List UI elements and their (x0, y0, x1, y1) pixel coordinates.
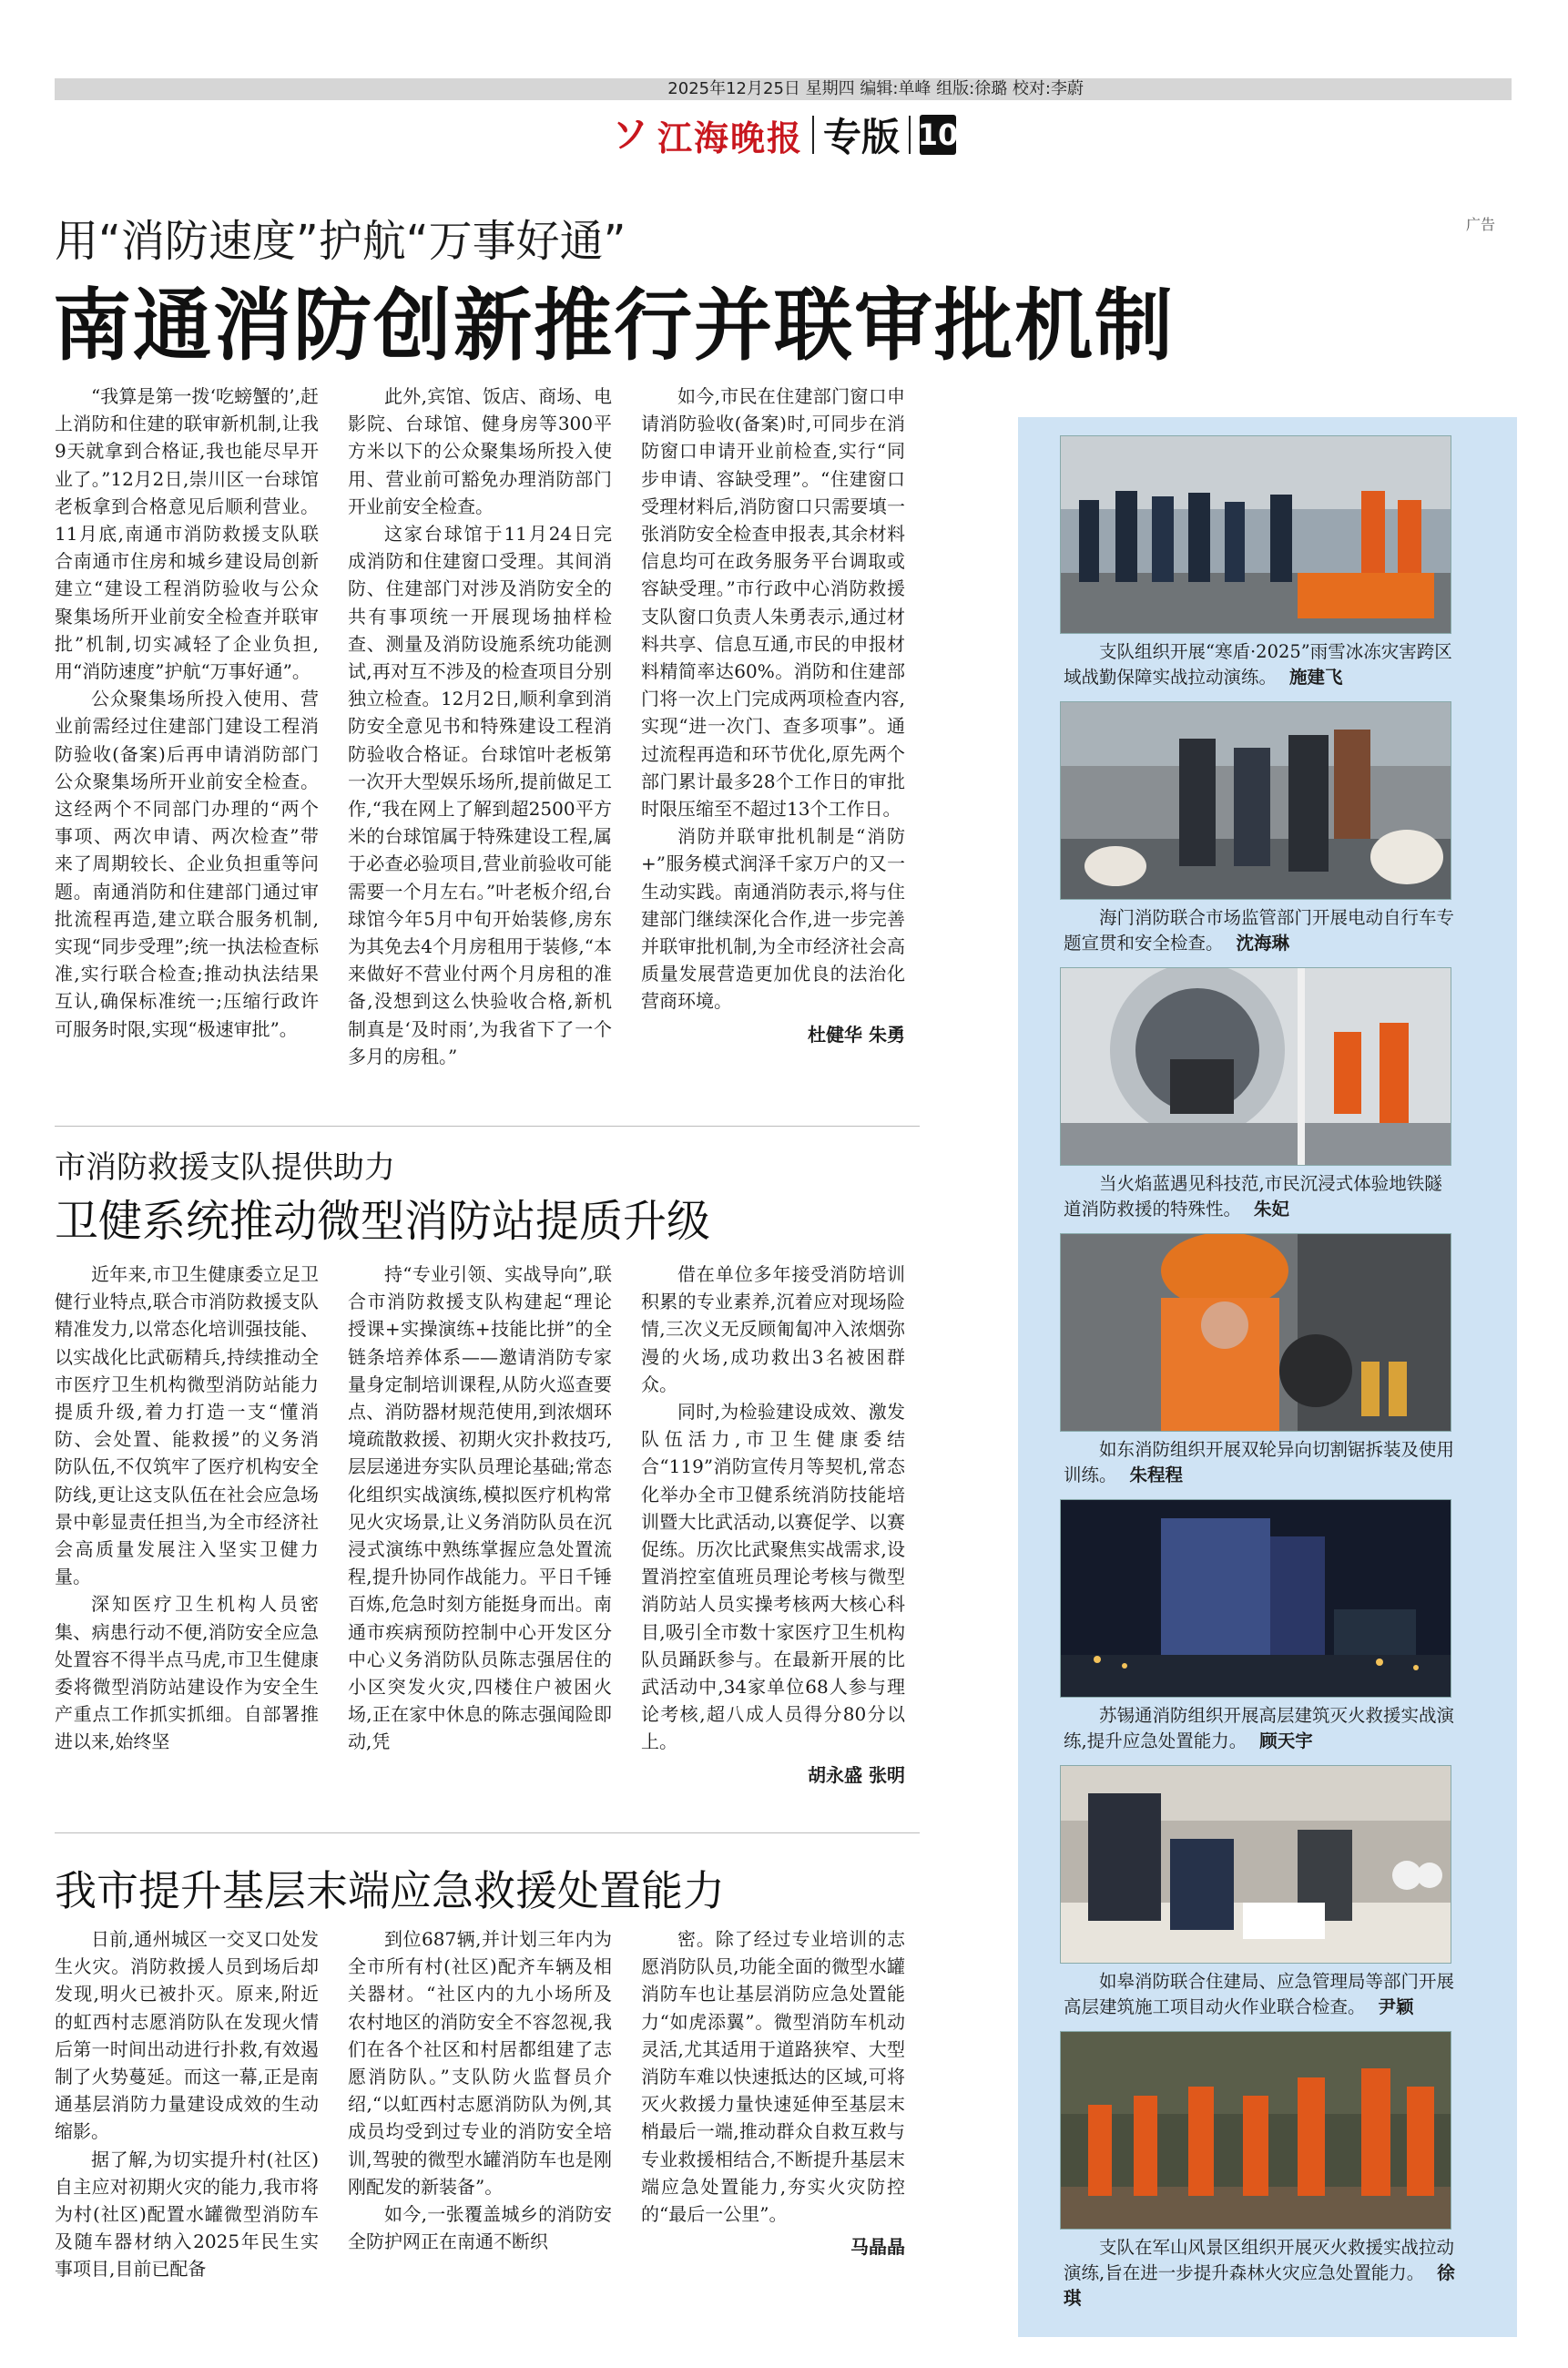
section-name: 专版 (823, 115, 901, 159)
paragraph: 持“专业引领、实战导向”,联合市消防救援支队构建起“理论授课+实操演练+技能比拼”的全链条培养体系——邀请消防专家量身定制培训课程,从防火巡查要点、消防器材规范使用,到浓烟环境疏散救援、初期火灾扑救技巧,层层递进夯实队员理论基础;常态化组织实战演练,模拟医疗机构常见火灾场景,让义务消防队员在沉浸式演练中熟练掌握应急处置流程,提升协同作战能力。平日千锤百炼,危急时刻方能挺身而出。南通市疾病预防控制中心开发区分中心义务消防队员陈志强居住的小区突发火灾,四楼住户被困火场,正在家中休息的陈志强闻险即动,凭 (348, 1263, 612, 1753)
story3-column-1 (55, 1925, 319, 2283)
dateline: 2025年12月25日 星期四 编辑:单峰 组版:徐璐 校对:李蔚 (667, 79, 1084, 98)
story2-byline: 胡永盛 张明 (808, 1763, 905, 1786)
paragraph: 如今,一张覆盖城乡的消防安全防护网正在南通不断织 (348, 2203, 612, 2253)
caption-text: 当火焰蓝遇见科技范,市民沉浸式体验地铁隧道消防救援的特殊性。 (1064, 1173, 1442, 1220)
page-number: 10 (920, 115, 956, 155)
newspaper-logo-icon: ソ (611, 114, 648, 156)
story1-column-3 (641, 383, 905, 1048)
paragraph: 日前,通州城区一交叉口处发生火灾。消防救援人员到场后却发现,明火已被扑灭。原来,附近的虹西村志愿消防队在发现火情后第一时间出动进行扑救,有效遏制了火势蔓延。而这一幕,正是南通基层消防力量建设成效的生动缩影。 (55, 1928, 319, 2143)
story2-column-3 (641, 1261, 905, 1789)
caption-text: 苏锡通消防组织开展高层建筑灭火救援实战演练,提升应急处置能力。 (1064, 1705, 1455, 1751)
paragraph: 这家台球馆于11月24日完成消防和住建窗口受理。其间消防、住建部门对涉及消防安全的共有事项统一开展现场抽样检查、测量及消防设施系统功能测试,再对互不涉及的检查项目分别独立检查。12月2日,顺利拿到消防安全意见书和特殊建设工程消防验收合格证。台球馆叶老板第一次开大型娱乐场所,提前做足工作,“我在网上了解到超2500平方米的台球馆属于特殊建设工程,属于必查必验项目,营业前验收可能需要一个月左右。”叶老板介绍,台球馆今年5月中旬开始装修,房东为其免去4个月房租用于装修,“本来做好不营业付两个月房租的准备,没想到这么快验收合格,新机制真是‘及时雨’,为我省下了一个多月的房租。” (348, 523, 612, 1067)
story1-column-2 (348, 383, 612, 1070)
photo-forest-drill (1060, 2031, 1451, 2230)
story2-headline: 卫健系统推动微型消防站提质升级 (55, 1196, 711, 1247)
photo-saw-training (1060, 1233, 1451, 1432)
paragraph: 同时,为检验建设成效、激发队伍活力,市卫生健康委结合“119”消防宣传月等契机,常态化举办全市卫健系统消防技能培训暨大比武活动,以赛促学、以赛促练。历次比武聚焦实战需求,设置消控室值班员理论考核与微型消防站人员实操考核两大核心科目,吸引全市数十家医疗卫生机构队员踊跃参与。在最新开展的比武活动中,34家单位68人参与理论考核,超八成人员得分80分以上。 (641, 1401, 905, 1753)
paragraph: “我算是第一拨‘吃螃蟹的’,赶上消防和住建的联审新机制,让我9天就拿到合格证,我也能尽早开业了。”12月2日,崇川区一台球馆老板拿到合格意见后顺利营业。11月底,南通市消防救援支队联合南通市住房和城乡建设局创新建立“建设工程消防验收与公众聚集场所开业前安全检查并联审批”机制,切实减轻了企业负担,用“消防速度”护航“万事好通”。 (55, 385, 319, 683)
story2-kicker: 市消防救援支队提供助力 (55, 1149, 395, 1186)
story2-column-2 (348, 1261, 612, 1756)
paragraph: 借在单位多年接受消防培训积累的专业素养,沉着应对现场险情,三次义无反顾匍匐冲入浓烟弥漫的火场,成功救出3名被困群众。 (641, 1263, 905, 1395)
story1-headline: 南通消防创新推行并联审批机制 (53, 281, 1175, 372)
caption-text: 如皋消防联合住建局、应急管理局等部门开展高层建筑施工项目动火作业联合检查。 (1064, 1971, 1455, 2017)
photo-panel (1018, 417, 1517, 2337)
paragraph: 如今,市民在住建部门窗口申请消防验收(备案)时,可同步在消防窗口申请开业前检查,实行“同步申请、容缺受理”。“住建窗口受理材料后,消防窗口只需要填一张消防安全检查申报表,其余材料信息均可在政务服务平台调取或容缺受理。”市行政中心消防救援支队窗口负责人朱勇表示,通过材料共享、信息互通,市民的申报材料精简率达60%。消防和住建部门将一次上门完成两项检查内容,实现“进一次门、查多项事”。通过流程再造和环节优化,原先两个部门累计最多28个工作日的审批时限压缩至不超过13个工作日。 (641, 385, 905, 821)
paragraph: 消防并联审批机制是“消防+”服务模式润泽千家万户的又一生动实践。南通消防表示,将与住建部门继续深化合作,进一步完善并联审批机制,为全市经济社会高质量发展营造更加优良的法治化营商环境。 (641, 825, 905, 1013)
paragraph: 近年来,市卫生健康委立足卫健行业特点,联合市消防救援支队精准发力,以常态化培训强技能、以实战化比武砺精兵,持续推动全市医疗卫生机构微型消防站能力提质升级,着力打造一支“懂消防、会处置、能救援”的义务消防队伍,不仅筑牢了医疗机构安全防线,更让这支队伍在社会应急场景中彰显责任担当,为全市经济社会高质量发展注入坚实卫健力量。 (55, 1263, 319, 1588)
masthead-divider (812, 116, 814, 154)
story3-byline: 马晶晶 (850, 2236, 905, 2259)
story1-column-1 (55, 383, 319, 1043)
ad-label: 广告 (1466, 216, 1496, 233)
photo-joint-inspection (1060, 1765, 1451, 1964)
photo-ebike-inspection (1060, 701, 1451, 900)
caption-text: 支队在军山风景区组织开展灭火救援实战拉动演练,旨在进一步提升森林火灾应急处置能力。 (1064, 2237, 1455, 2283)
story-divider (55, 1126, 920, 1127)
photo-caption (1064, 2235, 1455, 2312)
masthead-divider (909, 116, 911, 154)
photo-caption (1064, 1171, 1455, 1222)
caption-text: 支队组织开展“寒盾·2025”雨雪冰冻灾害跨区域战勤保障实战拉动演练。 (1064, 641, 1452, 688)
masthead (0, 107, 1568, 157)
photo-credit: 沈海琳 (1236, 933, 1290, 954)
paragraph: 公众聚集场所投入使用、营业前需经过住建部门建设工程消防验收(备案)后再申请消防部门公众聚集场所开业前安全检查。这经两个不同部门办理的“两个事项、两次申请、两次检查”带来了周期较长、企业负担重等问题。南通消防和住建部门通过审批流程再造,建立联合服务机制,实现“同步受理”;统一执法检查标准,实行联合检查;推动执法结果互认,确保标准统一;压缩行政许可服务时限,实现“极速审批”。 (55, 688, 319, 1040)
header-bar (55, 78, 1512, 100)
photo-credit: 顾天宇 (1259, 1730, 1313, 1751)
paragraph: 密。除了经过专业培训的志愿消防队员,功能全面的微型水罐消防车也让基层消防应急处置能力“如虎添翼”。微型消防车机动灵活,尤其适用于道路狭窄、大型消防车难以快速抵达的区域,可将灭火救援力量快速延伸至基层末梢最后一端,推动群众自救互救与专业救援相结合,不断提升基层末端应急处置能力,夯实火灾防控的“最后一公里”。 (641, 1928, 905, 2226)
photo-credit: 朱妃 (1254, 1199, 1290, 1220)
paragraph: 此外,宾馆、饭店、商场、电影院、台球馆、健身房等300平方米以下的公众聚集场所投入使用、营业前可豁免办理消防部门开业前安全检查。 (348, 385, 612, 517)
paragraph: 据了解,为切实提升村(社区)自主应对初期火灾的能力,我市将为村(社区)配置水罐微型消防车及随车器材纳入2025年民生实事项目,目前已配备 (55, 2148, 319, 2281)
story3-column-2 (348, 1925, 612, 2255)
photo-highrise-night (1060, 1499, 1451, 1698)
photo-credit: 徐琪 (1064, 2262, 1455, 2309)
story1-byline: 杜健华 朱勇 (808, 1023, 905, 1046)
photo-credit: 施建飞 (1289, 667, 1343, 688)
photo-credit: 朱程程 (1129, 1465, 1184, 1485)
photo-caption (1064, 905, 1455, 956)
photo-caption (1064, 639, 1455, 690)
photo-caption (1064, 1437, 1455, 1488)
caption-text: 如东消防组织开展双轮异向切割锯拆装及使用训练。 (1064, 1439, 1455, 1485)
newspaper-name: 江海晚报 (657, 117, 803, 158)
photo-firefighters-drill (1060, 435, 1451, 634)
photo-credit: 尹颖 (1378, 1996, 1414, 2017)
photo-subway-tunnel (1060, 967, 1451, 1166)
story2-column-1 (55, 1261, 319, 1756)
paragraph: 到位687辆,并计划三年内为全市所有村(社区)配齐车辆及相关器材。“社区内的九小场所及农村地区的消防安全不容忽视,我们在各个社区和村居都组建了志愿消防队。”支队防火监督员介绍,“以虹西村志愿消防队为例,其成员均受到过专业的消防安全培训,驾驶的微型水罐消防车也是刚刚配发的新装备”。 (348, 1928, 612, 2198)
photo-caption (1064, 1703, 1455, 1754)
story-divider (55, 1832, 920, 1833)
story3-column-3 (641, 1925, 905, 2261)
story1-kicker: 用“消防速度”护航“万事好通” (55, 216, 626, 267)
paragraph: 深知医疗卫生机构人员密集、病患行动不便,消防安全应急处置容不得半点马虎,市卫生健康委将微型消防站建设作为安全生产重点工作抓实抓细。自部署推进以来,始终坚 (55, 1593, 319, 1753)
story3-headline: 我市提升基层末端应急救援处置能力 (55, 1866, 725, 1915)
photo-caption (1064, 1969, 1455, 2020)
caption-text: 海门消防联合市场监管部门开展电动自行车专题宣贯和安全检查。 (1064, 907, 1455, 954)
